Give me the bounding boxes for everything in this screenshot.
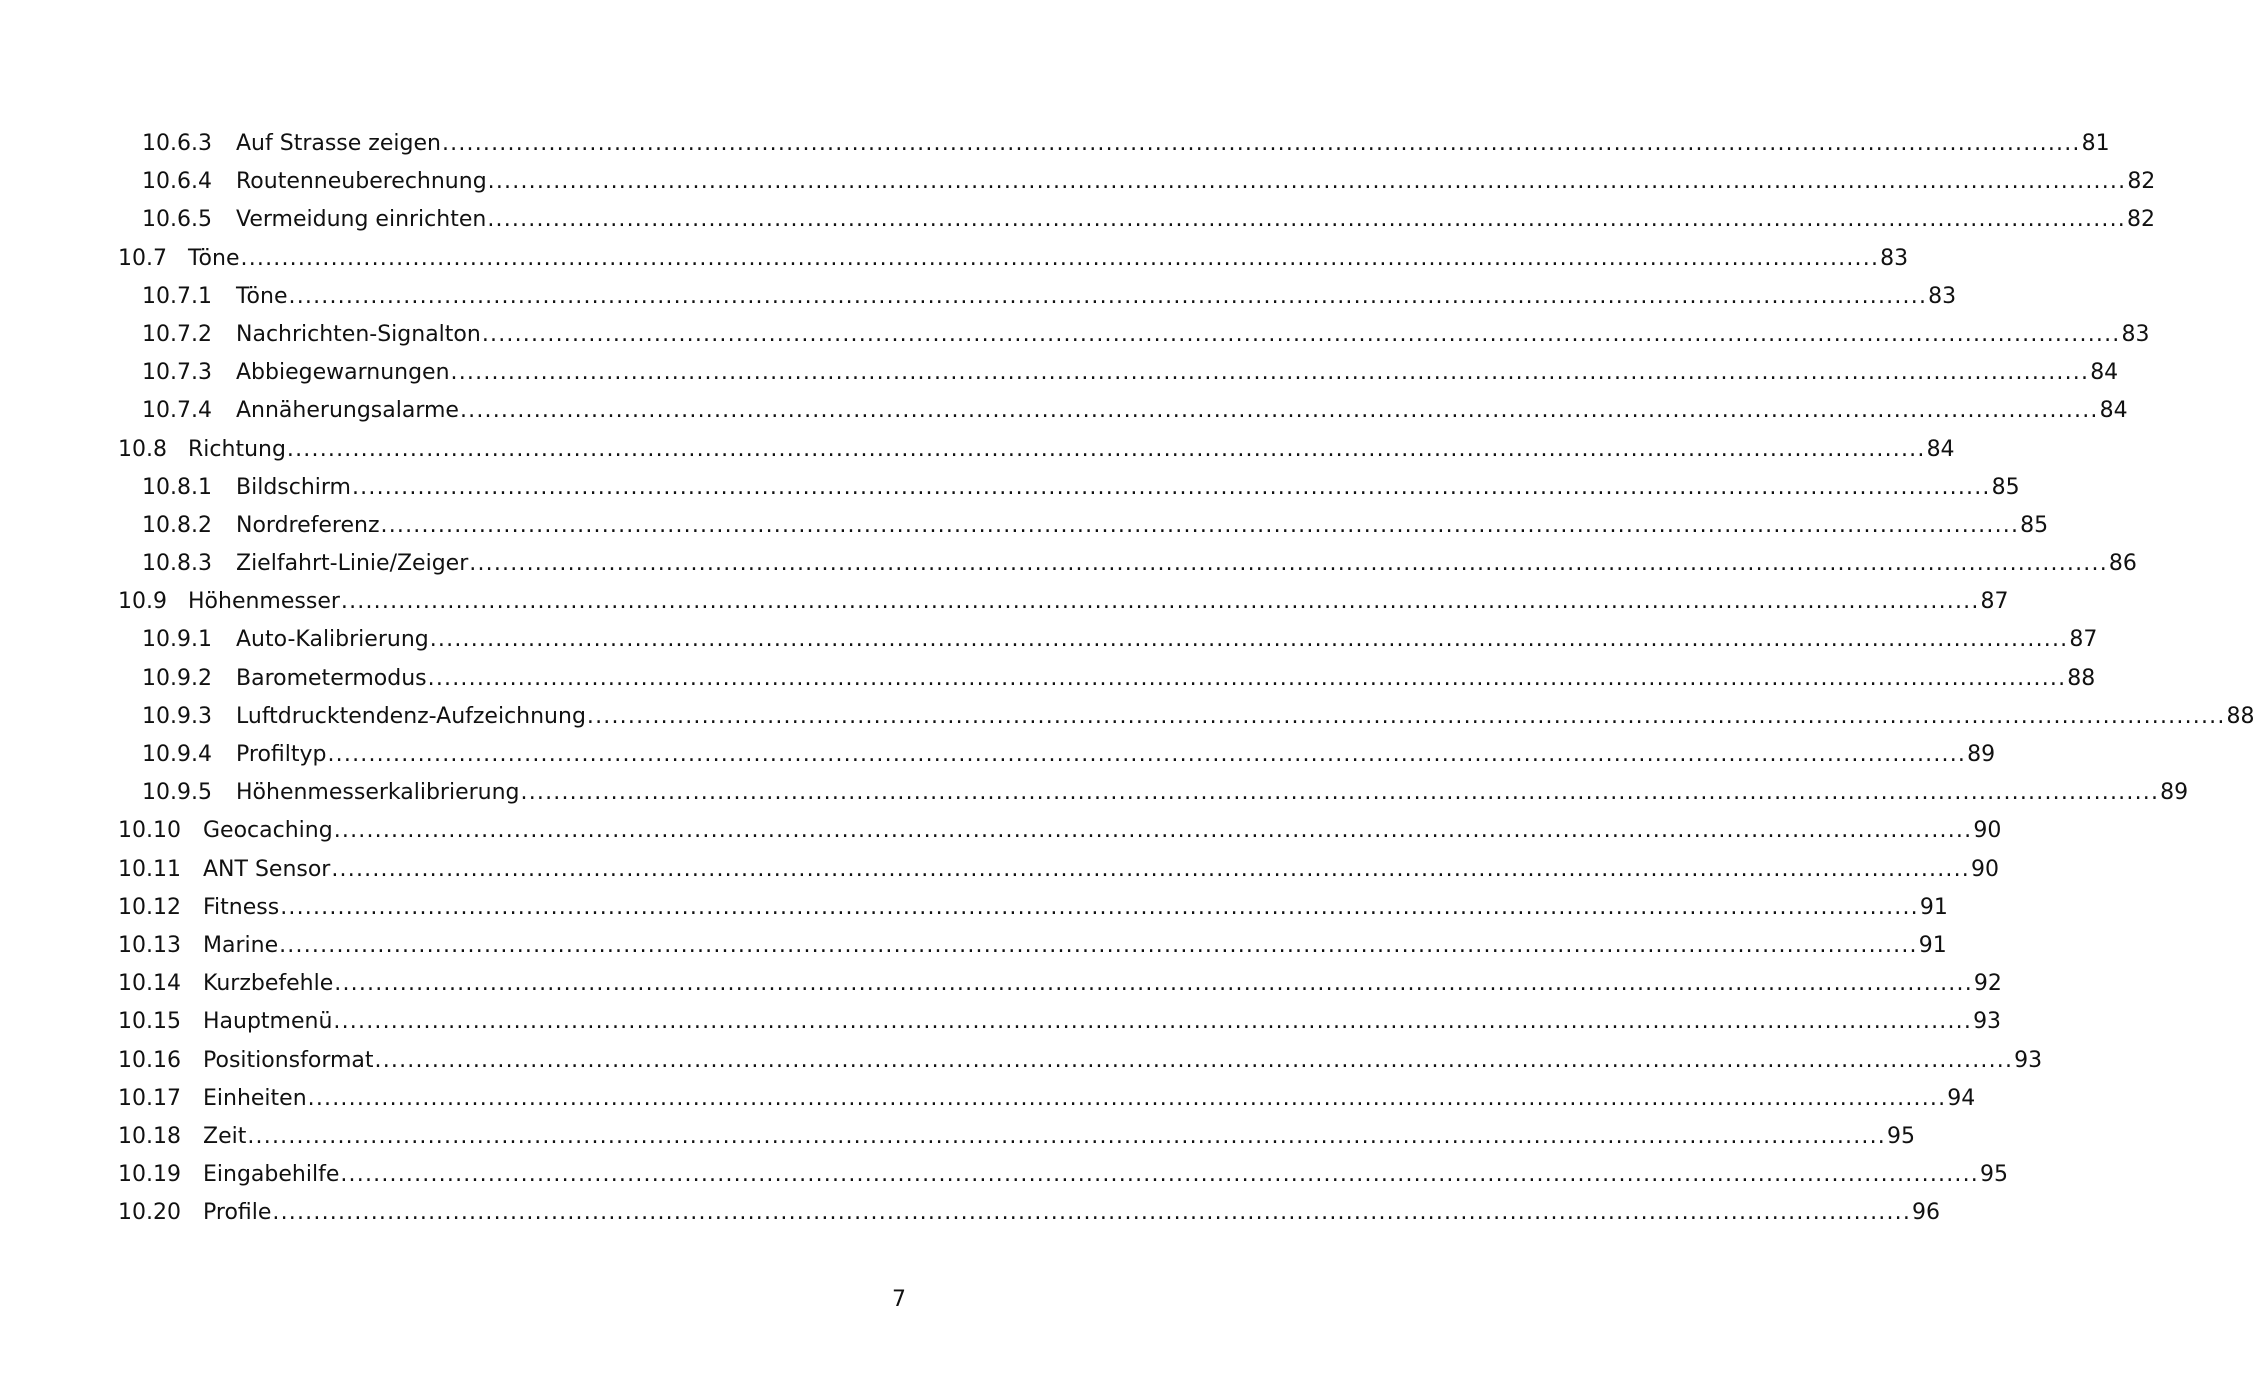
- toc-entry-page: 85: [2020, 512, 2049, 538]
- toc-entry[interactable]: [118, 583, 2009, 621]
- toc-entry-number: 10.8.1: [142, 474, 212, 500]
- toc-entry-page: 84: [1926, 436, 1955, 462]
- dot-leader: ........................................................................................................................................................................................................: [333, 1009, 1973, 1035]
- toc-entry-title: Profile: [203, 1200, 272, 1226]
- dot-leader: ........................................................................................................................................................................................................: [481, 321, 2121, 347]
- toc-entry-page: 90: [1971, 856, 1999, 882]
- toc-entry[interactable]: [118, 278, 1957, 316]
- toc-entry-title: Töne: [236, 283, 288, 309]
- toc-entry[interactable]: [118, 507, 2049, 545]
- toc-entry-title: Luftdrucktendenz-Aufzeichnung: [236, 703, 586, 729]
- toc-entry-title: Eingabehilfe: [203, 1162, 340, 1188]
- toc-entry-page: 93: [2014, 1047, 2043, 1073]
- toc-entry-number: 10.8: [118, 436, 167, 462]
- toc-entry[interactable]: [118, 889, 1948, 927]
- dot-leader: ........................................................................................................................................................................................................: [459, 398, 2099, 424]
- toc-entry[interactable]: [118, 163, 2156, 201]
- dot-leader: ........................................................................................................................................................................................................: [288, 283, 1928, 309]
- toc-entry-page: 95: [1887, 1123, 1915, 1149]
- toc-entry-page: 82: [2127, 169, 2156, 195]
- toc-entry-title: Barometermodus: [236, 665, 427, 691]
- toc-entry-page: 90: [1973, 818, 2002, 844]
- page-number: 7: [892, 1287, 906, 1312]
- toc-entry-title: Nordreferenz: [236, 512, 380, 538]
- dot-leader: ........................................................................................................................................................................................................: [340, 589, 1980, 615]
- toc-entry[interactable]: [118, 698, 2255, 736]
- toc-entry-number: 10.12: [118, 894, 181, 920]
- dot-leader: ........................................................................................................................................................................................................: [333, 818, 1973, 844]
- toc-entry-number: 10.13: [118, 932, 181, 958]
- dot-leader: ........................................................................................................................................................................................................: [520, 780, 2160, 806]
- dot-leader: ........................................................................................................................................................................................................: [279, 932, 1918, 958]
- dot-leader: ........................................................................................................................................................................................................: [286, 436, 1926, 462]
- toc-entry-page: 96: [1912, 1200, 1941, 1226]
- toc-entry-page: 83: [1880, 245, 1909, 271]
- toc-entry-number: 10.9.3: [142, 703, 212, 729]
- toc-entry-page: 87: [1980, 589, 2009, 615]
- toc-entry-title: Richtung: [188, 436, 286, 462]
- toc-entry-page: 93: [1973, 1009, 2002, 1035]
- toc-entry-title: Höhenmesserkalibrierung: [236, 780, 520, 806]
- dot-leader: ........................................................................................................................................................................................................: [487, 207, 2126, 233]
- toc-entry[interactable]: [118, 354, 2119, 392]
- toc-entry[interactable]: [118, 812, 2002, 850]
- toc-entry[interactable]: [118, 201, 2155, 239]
- toc-entry-page: 87: [2069, 627, 2098, 653]
- toc-entry-page: 89: [2160, 780, 2189, 806]
- toc-entry-number: 10.7.4: [142, 398, 212, 424]
- toc-entry-title: Bildschirm: [236, 474, 351, 500]
- toc-entry-page: 95: [1980, 1162, 2008, 1188]
- toc-entry-number: 10.8.3: [142, 551, 212, 577]
- toc-entry-number: 10.14: [118, 971, 181, 997]
- toc-entry-title: Zeit: [203, 1123, 247, 1149]
- toc-entry-page: 86: [2108, 551, 2137, 577]
- toc-entry-page: 82: [2126, 207, 2155, 233]
- toc-entry-title: Annäherungsalarme: [236, 398, 459, 424]
- dot-leader: ........................................................................................................................................................................................................: [469, 551, 2108, 577]
- dot-leader: ........................................................................................................................................................................................................: [586, 703, 2226, 729]
- toc-entry-page: 94: [1947, 1085, 1976, 1111]
- toc-entry[interactable]: [118, 1080, 1976, 1118]
- dot-leader: ........................................................................................................................................................................................................: [307, 1085, 1947, 1111]
- toc-entry-number: 10.20: [118, 1200, 181, 1226]
- toc-entry[interactable]: [118, 1042, 2043, 1080]
- toc-entry-number: 10.7.1: [142, 283, 212, 309]
- toc-entry-number: 10.10: [118, 818, 181, 844]
- toc-entry-number: 10.7.2: [142, 321, 212, 347]
- toc-entry-number: 10.18: [118, 1123, 181, 1149]
- toc-entry-number: 10.9: [118, 589, 167, 615]
- toc-entry-page: 81: [2081, 131, 2110, 156]
- toc-entry-number: 10.9.4: [142, 742, 212, 767]
- dot-leader: ........................................................................................................................................................................................................: [340, 1162, 1979, 1188]
- toc-entry-number: 10.9.5: [142, 780, 212, 806]
- toc-entry-title: Positionsformat: [203, 1047, 374, 1073]
- toc-entry-number: 10.7.3: [142, 360, 212, 386]
- toc-entry[interactable]: [118, 1118, 1915, 1156]
- toc-entry-number: 10.6.5: [142, 207, 212, 233]
- toc-entry-title: Einheiten: [203, 1085, 307, 1111]
- dot-leader: ........................................................................................................................................................................................................: [450, 360, 2090, 386]
- dot-leader: ........................................................................................................................................................................................................: [331, 856, 1970, 882]
- dot-leader: ........................................................................................................................................................................................................: [427, 665, 2067, 691]
- toc-entry-page: 85: [1991, 474, 2020, 500]
- toc-entry[interactable]: [118, 621, 2098, 659]
- toc-entry-title: Nachrichten-Signalton: [236, 321, 481, 347]
- toc-entry-title: Profiltyp: [236, 742, 327, 767]
- dot-leader: ........................................................................................................................................................................................................: [334, 971, 1973, 997]
- toc-entry-page: 91: [1919, 894, 1948, 920]
- table-of-contents: [118, 125, 2255, 1232]
- toc-entry-number: 10.9.2: [142, 665, 212, 691]
- dot-leader: ........................................................................................................................................................................................................: [327, 742, 1967, 767]
- toc-entry[interactable]: [118, 1156, 2008, 1194]
- toc-entry-number: 10.17: [118, 1085, 181, 1111]
- toc-entry-title: Zielfahrt-Linie/Zeiger: [236, 551, 469, 577]
- toc-entry-title: Marine: [203, 932, 279, 958]
- toc-entry[interactable]: [118, 316, 2150, 354]
- toc-entry-title: Hauptmenü: [203, 1009, 333, 1035]
- dot-leader: ........................................................................................................................................................................................................: [380, 512, 2020, 538]
- toc-entry-number: 10.8.2: [142, 512, 212, 538]
- dot-leader: ........................................................................................................................................................................................................: [487, 169, 2127, 195]
- toc-entry[interactable]: [118, 927, 1947, 965]
- toc-entry-title: Kurzbefehle: [203, 971, 334, 997]
- toc-entry-page: 88: [2226, 703, 2255, 729]
- toc-entry[interactable]: [118, 240, 1909, 278]
- toc-entry[interactable]: [118, 1003, 2002, 1041]
- toc-entry-title: Routenneuberechnung: [236, 169, 487, 195]
- toc-entry-title: Geocaching: [203, 818, 333, 844]
- toc-entry[interactable]: [118, 965, 2002, 1003]
- toc-entry[interactable]: [118, 469, 2020, 507]
- toc-entry[interactable]: [118, 851, 1999, 889]
- toc-entry-title: Auf Strasse zeigen: [236, 131, 441, 156]
- toc-entry[interactable]: [118, 774, 2189, 812]
- dot-leader: ........................................................................................................................................................................................................: [280, 894, 1919, 920]
- dot-leader: ........................................................................................................................................................................................................: [247, 1123, 1886, 1149]
- toc-entry-title: Höhenmesser: [188, 589, 340, 615]
- toc-entry[interactable]: [118, 125, 2110, 163]
- toc-entry[interactable]: [118, 545, 2137, 583]
- toc-entry-title: ANT Sensor: [203, 856, 331, 882]
- toc-entry-title: Fitness: [203, 894, 280, 920]
- dot-leader: ........................................................................................................................................................................................................: [272, 1200, 1912, 1226]
- toc-entry-number: 10.19: [118, 1162, 181, 1188]
- toc-entry[interactable]: [118, 1194, 1941, 1232]
- toc-entry[interactable]: [118, 736, 1996, 774]
- toc-entry-page: 83: [2121, 321, 2150, 347]
- dot-leader: ........................................................................................................................................................................................................: [374, 1047, 2014, 1073]
- toc-entry-page: 91: [1918, 932, 1947, 958]
- toc-entry-title: Vermeidung einrichten: [236, 207, 487, 233]
- toc-entry-page: 84: [2090, 360, 2119, 386]
- toc-entry-title: Auto-Kalibrierung: [236, 627, 429, 653]
- toc-entry-page: 84: [2099, 398, 2128, 424]
- dot-leader: ........................................................................................................................................................................................................: [429, 627, 2069, 653]
- dot-leader: ........................................................................................................................................................................................................: [351, 474, 1991, 500]
- toc-entry-page: 88: [2067, 665, 2096, 691]
- toc-entry-page: 83: [1928, 283, 1957, 309]
- dot-leader: ........................................................................................................................................................................................................: [441, 131, 2081, 156]
- toc-entry-number: 10.7: [118, 245, 167, 271]
- toc-entry-title: Abbiegewarnungen: [236, 360, 450, 386]
- toc-entry-number: 10.16: [118, 1047, 181, 1073]
- toc-entry-number: 10.6.3: [142, 131, 212, 156]
- toc-entry-page: 92: [1973, 971, 2002, 997]
- toc-entry-number: 10.11: [118, 856, 181, 882]
- toc-entry[interactable]: [118, 431, 1955, 469]
- toc-entry[interactable]: [118, 392, 2128, 430]
- toc-entry-number: 10.9.1: [142, 627, 212, 653]
- toc-entry-number: 10.6.4: [142, 169, 212, 195]
- dot-leader: ........................................................................................................................................................................................................: [240, 245, 1880, 271]
- toc-entry[interactable]: [118, 660, 2096, 698]
- toc-entry-title: Töne: [188, 245, 240, 271]
- toc-entry-number: 10.15: [118, 1009, 181, 1035]
- toc-entry-page: 89: [1967, 742, 1996, 767]
